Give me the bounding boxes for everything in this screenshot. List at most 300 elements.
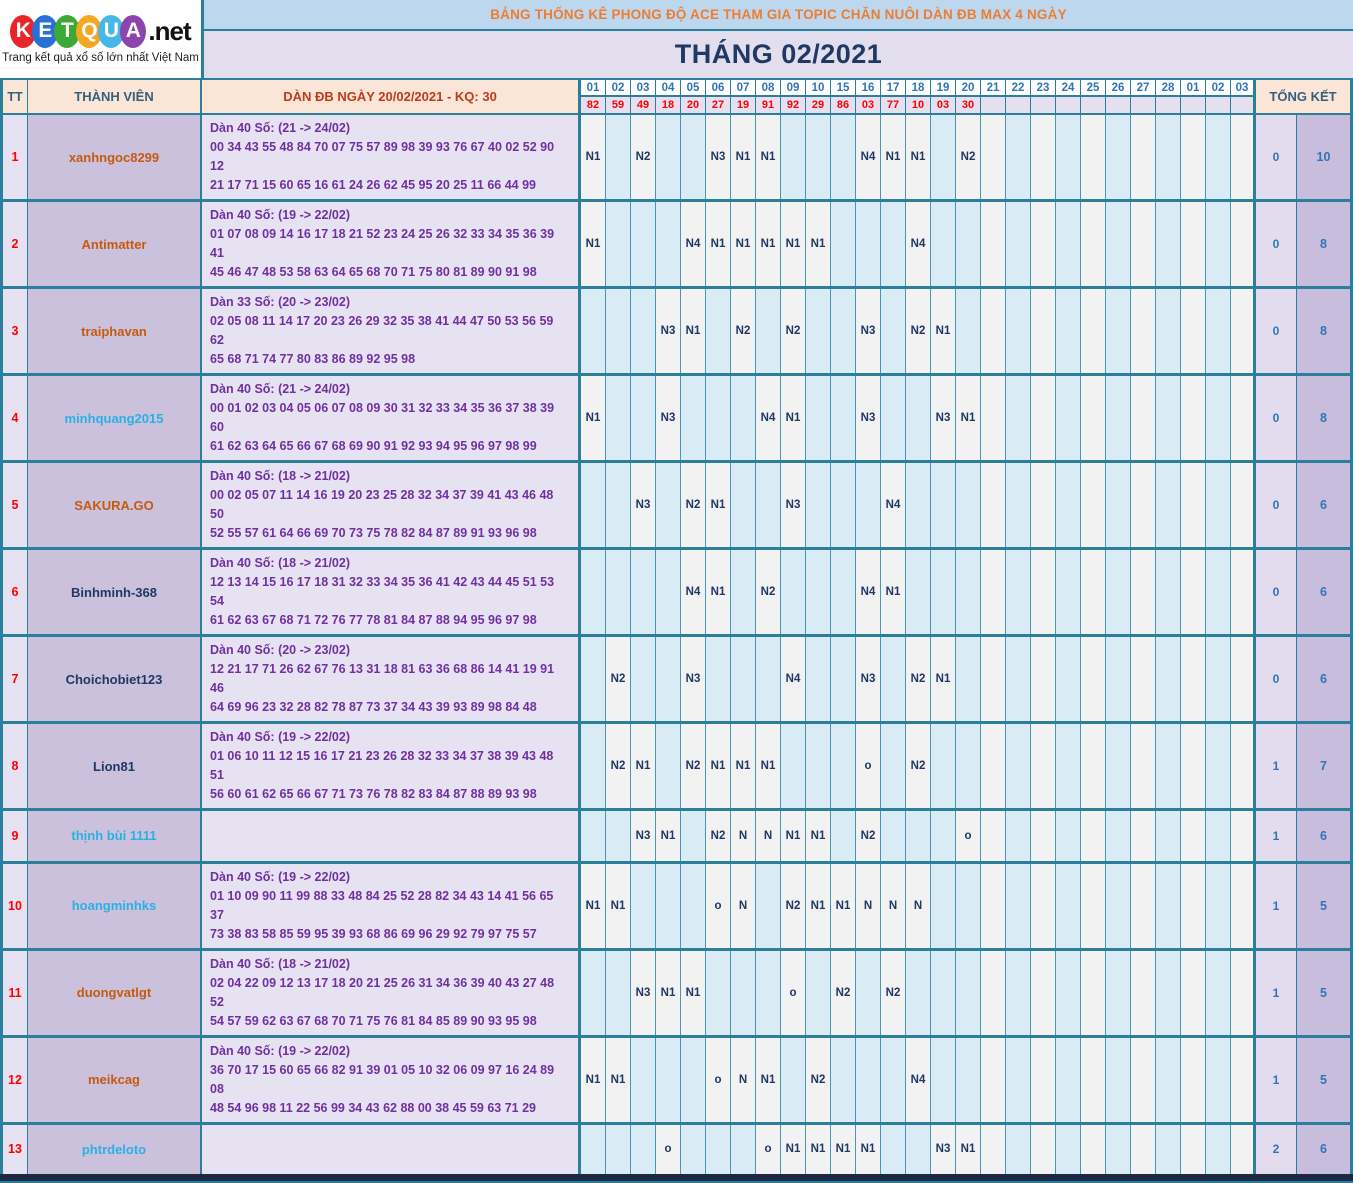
member-name[interactable]: minhquang2015 — [28, 376, 202, 460]
day-cell — [1156, 864, 1181, 948]
day-label: 16 — [856, 80, 880, 97]
member-row — [0, 864, 1353, 951]
logo-letter-t: T — [54, 15, 80, 48]
day-cell: N1 — [806, 202, 831, 286]
kq-result: 82 — [581, 97, 605, 113]
day-cell — [1056, 463, 1081, 547]
day-cell — [831, 463, 856, 547]
day-cell — [1156, 637, 1181, 721]
day-cell: N1 — [906, 115, 931, 199]
day-cells — [581, 637, 1256, 721]
day-cell: N1 — [731, 115, 756, 199]
member-row — [0, 289, 1353, 376]
day-cell — [981, 724, 1006, 808]
total-miss: 1 — [1256, 951, 1297, 1035]
day-cell: N4 — [781, 637, 806, 721]
day-cell — [831, 289, 856, 373]
day-cell — [981, 951, 1006, 1035]
kq-result: 27 — [706, 97, 730, 113]
day-cell — [1031, 376, 1056, 460]
day-cell — [731, 550, 756, 634]
day-cell — [1081, 115, 1106, 199]
total-miss: 0 — [1256, 550, 1297, 634]
day-cell: o — [956, 811, 981, 861]
day-cells — [581, 1038, 1256, 1122]
day-cell — [856, 951, 881, 1035]
kq-result — [1031, 97, 1055, 113]
day-cell — [1081, 637, 1106, 721]
day-header-col — [881, 80, 906, 113]
day-cell — [1181, 811, 1206, 861]
row-number: 11 — [0, 951, 28, 1035]
member-row — [0, 1125, 1353, 1175]
member-name[interactable]: Binhminh-368 — [28, 550, 202, 634]
day-cells — [581, 115, 1256, 199]
dan-title: Dàn 40 Số: (19 -> 22/02) — [210, 730, 350, 744]
month-title: THÁNG 02/2021 — [204, 31, 1353, 78]
member-name[interactable]: SAKURA.GO — [28, 463, 202, 547]
dan-cell — [202, 637, 581, 721]
total-miss: 0 — [1256, 463, 1297, 547]
day-cell: N2 — [731, 289, 756, 373]
day-cell — [856, 463, 881, 547]
day-header-col — [1106, 80, 1131, 113]
day-label: 21 — [981, 80, 1005, 97]
dan-title: Dàn 40 Số: (21 -> 24/02) — [210, 121, 350, 135]
day-cell — [1006, 550, 1031, 634]
kq-result: 91 — [756, 97, 780, 113]
dan-numbers-line: 02 05 08 11 14 17 20 23 26 29 32 35 38 41 44 47 50 53 56 59 62 — [210, 314, 554, 347]
total-miss: 1 — [1256, 864, 1297, 948]
day-cell: N — [731, 864, 756, 948]
day-cell — [781, 724, 806, 808]
kq-result — [1156, 97, 1180, 113]
day-cell — [981, 811, 1006, 861]
day-cell — [806, 289, 831, 373]
day-cell: N1 — [881, 115, 906, 199]
member-row — [0, 724, 1353, 811]
day-cell: N4 — [681, 550, 706, 634]
day-cell — [881, 1038, 906, 1122]
member-row — [0, 637, 1353, 724]
day-cell — [1081, 289, 1106, 373]
day-cell — [981, 1125, 1006, 1175]
day-cell — [1056, 115, 1081, 199]
kq-result — [1231, 97, 1253, 113]
day-cell — [1031, 202, 1056, 286]
day-cell — [1181, 115, 1206, 199]
day-cell: N1 — [781, 376, 806, 460]
day-cell: N2 — [906, 637, 931, 721]
kq-result: 20 — [681, 97, 705, 113]
day-cell — [681, 1125, 706, 1175]
day-header-col — [806, 80, 831, 113]
day-cell — [981, 550, 1006, 634]
day-cell — [931, 1038, 956, 1122]
day-cell — [631, 289, 656, 373]
day-cell — [1056, 1038, 1081, 1122]
day-label: 20 — [956, 80, 980, 97]
day-cell: N2 — [906, 724, 931, 808]
day-cell — [881, 376, 906, 460]
day-cell — [956, 550, 981, 634]
day-cell: o — [706, 864, 731, 948]
member-row — [0, 202, 1353, 289]
dan-numbers-line: 12 13 14 15 16 17 18 31 32 33 34 35 36 41 42 43 44 45 51 53 54 — [210, 575, 555, 608]
day-cell — [756, 951, 781, 1035]
day-cell — [1106, 376, 1131, 460]
day-cell — [1031, 115, 1056, 199]
day-cell — [956, 951, 981, 1035]
day-cell — [1106, 202, 1131, 286]
member-name[interactable]: Lion81 — [28, 724, 202, 808]
day-cell — [831, 550, 856, 634]
day-cell: N — [731, 811, 756, 861]
dan-cell — [202, 115, 581, 199]
day-cell — [831, 1038, 856, 1122]
day-cell — [1081, 202, 1106, 286]
day-label: 18 — [906, 80, 930, 97]
dan-title: Dàn 40 Số: (18 -> 21/02) — [210, 956, 350, 971]
day-cell — [1206, 1125, 1231, 1175]
day-header-col — [681, 80, 706, 113]
kq-result: 59 — [606, 97, 630, 113]
dan-numbers-line: 52 55 57 61 64 66 69 70 73 75 78 82 84 87 89 91 93 96 98 — [210, 526, 537, 540]
member-name[interactable]: Choichobiet123 — [28, 637, 202, 721]
dan-numbers-line: 54 57 59 62 63 67 68 70 71 75 76 81 84 85 89 90 93 95 98 — [210, 1013, 537, 1028]
day-cell — [956, 463, 981, 547]
day-cell — [606, 550, 631, 634]
dan-title: Dàn 40 Số: (18 -> 21/02) — [210, 469, 350, 483]
day-label: 24 — [1056, 80, 1080, 97]
total-miss: 0 — [1256, 202, 1297, 286]
day-cell — [631, 376, 656, 460]
day-cell — [756, 463, 781, 547]
logo-letter-k: K — [10, 15, 36, 48]
day-cell: N3 — [631, 463, 656, 547]
day-cell: N1 — [581, 202, 606, 286]
day-cell — [881, 811, 906, 861]
day-cell — [706, 1125, 731, 1175]
day-cell — [806, 637, 831, 721]
day-label: 10 — [806, 80, 830, 97]
table-header-row — [0, 80, 1353, 115]
row-number: 4 — [0, 376, 28, 460]
day-cell: N4 — [881, 463, 906, 547]
day-label: 03 — [1231, 80, 1253, 97]
day-cell: N1 — [681, 951, 706, 1035]
site-logo[interactable] — [0, 0, 204, 78]
kq-result — [1206, 97, 1230, 113]
day-cell — [706, 637, 731, 721]
member-name[interactable]: traiphavan — [28, 289, 202, 373]
day-label: 02 — [1206, 80, 1230, 97]
day-cell: N2 — [881, 951, 906, 1035]
day-cell: N1 — [756, 724, 781, 808]
day-label: 08 — [756, 80, 780, 97]
day-cell: N1 — [731, 724, 756, 808]
member-name[interactable]: phtrdeloto — [28, 1125, 202, 1175]
day-cell: N — [756, 811, 781, 861]
day-cell — [1206, 376, 1231, 460]
day-cell: N2 — [856, 811, 881, 861]
day-cell: o — [856, 724, 881, 808]
day-cell — [656, 550, 681, 634]
day-cell — [731, 951, 756, 1035]
day-cell: N1 — [656, 811, 681, 861]
day-header-col — [856, 80, 881, 113]
day-cell — [1106, 289, 1131, 373]
row-number: 12 — [0, 1038, 28, 1122]
logo-letter-q: Q — [76, 15, 102, 48]
day-cell — [1231, 202, 1256, 286]
total-score: 10 — [1297, 115, 1353, 199]
total-miss: 0 — [1256, 637, 1297, 721]
day-cell: N1 — [706, 463, 731, 547]
day-header-col — [931, 80, 956, 113]
day-cell: o — [706, 1038, 731, 1122]
day-label: 03 — [631, 80, 655, 97]
total-score: 6 — [1297, 1125, 1353, 1175]
day-cell — [1006, 724, 1031, 808]
day-cell — [606, 463, 631, 547]
day-cell: N2 — [606, 637, 631, 721]
member-name[interactable]: thịnh bùi 1111 — [28, 811, 202, 861]
day-cell — [581, 1125, 606, 1175]
dan-numbers-line: 00 02 05 07 11 14 16 19 20 23 25 28 32 34 37 39 41 43 46 48 50 — [210, 488, 554, 521]
day-cell — [806, 376, 831, 460]
day-cell — [1206, 864, 1231, 948]
kq-result: 29 — [806, 97, 830, 113]
member-name[interactable]: hoangminhks — [28, 864, 202, 948]
day-header-col — [1181, 80, 1206, 113]
day-cells — [581, 376, 1256, 460]
day-cell: N1 — [581, 1038, 606, 1122]
dan-numbers-line: 12 21 17 71 26 62 67 76 13 31 18 81 63 36 68 86 14 41 19 91 46 — [210, 662, 555, 695]
day-header-col — [656, 80, 681, 113]
day-cell — [981, 115, 1006, 199]
day-cell: N1 — [831, 864, 856, 948]
day-cell — [606, 951, 631, 1035]
day-cell — [881, 289, 906, 373]
day-cell — [1231, 864, 1256, 948]
day-cell — [631, 1038, 656, 1122]
day-label: 07 — [731, 80, 755, 97]
kq-result: 92 — [781, 97, 805, 113]
dan-title: Dàn 33 Số: (20 -> 23/02) — [210, 295, 350, 309]
day-cell: N1 — [856, 1125, 881, 1175]
day-cell — [1031, 463, 1056, 547]
day-cell — [606, 1125, 631, 1175]
day-header-col — [606, 80, 631, 113]
day-cell: N2 — [681, 463, 706, 547]
dan-title: Dàn 40 Số: (19 -> 22/02) — [210, 869, 350, 884]
day-cell — [1031, 289, 1056, 373]
day-cell — [1106, 811, 1131, 861]
day-cell — [1181, 724, 1206, 808]
day-cell — [1006, 951, 1031, 1035]
day-label: 01 — [1181, 80, 1205, 97]
dan-numbers-line: 56 60 61 62 65 66 67 71 73 76 78 82 83 84 87 88 89 93 98 — [210, 787, 537, 801]
total-score: 7 — [1297, 724, 1353, 808]
day-cell — [1106, 864, 1131, 948]
column-header-dan: DÀN ĐB NGÀY 20/02/2021 - KQ: 30 — [202, 80, 581, 113]
day-cell: N1 — [806, 1125, 831, 1175]
day-cell — [781, 1038, 806, 1122]
day-cell: N1 — [756, 115, 781, 199]
day-cell — [1231, 550, 1256, 634]
dan-numbers-line: 01 10 09 90 11 99 88 33 48 84 25 52 28 82 34 43 14 41 56 65 37 — [210, 888, 554, 922]
kq-result: 03 — [856, 97, 880, 113]
dan-cell — [202, 1038, 581, 1122]
day-cell — [756, 637, 781, 721]
day-cell — [1231, 463, 1256, 547]
day-cell — [656, 1038, 681, 1122]
page-header — [0, 0, 1353, 80]
day-cell — [1231, 637, 1256, 721]
day-cell — [981, 463, 1006, 547]
day-cells — [581, 951, 1256, 1035]
kq-result: 19 — [731, 97, 755, 113]
day-cell — [781, 115, 806, 199]
day-cell — [681, 864, 706, 948]
day-label: 02 — [606, 80, 630, 97]
day-cell — [906, 1125, 931, 1175]
total-score: 8 — [1297, 376, 1353, 460]
day-cell — [831, 724, 856, 808]
member-name[interactable]: meikcag — [28, 1038, 202, 1122]
day-cell: N1 — [581, 376, 606, 460]
day-header-col — [706, 80, 731, 113]
day-cell — [831, 376, 856, 460]
day-cell — [1156, 550, 1181, 634]
day-cell — [1231, 289, 1256, 373]
day-cell — [581, 724, 606, 808]
day-cell — [1006, 1125, 1031, 1175]
day-header-col — [1081, 80, 1106, 113]
day-cell — [1181, 289, 1206, 373]
row-number: 8 — [0, 724, 28, 808]
day-cell — [1056, 376, 1081, 460]
kq-result — [1106, 97, 1130, 113]
day-cell: N4 — [856, 550, 881, 634]
day-cell — [1181, 1125, 1206, 1175]
day-cell — [731, 1125, 756, 1175]
day-label: 06 — [706, 80, 730, 97]
dan-cell — [202, 463, 581, 547]
total-score: 5 — [1297, 951, 1353, 1035]
day-cell — [1231, 811, 1256, 861]
day-label: 04 — [656, 80, 680, 97]
topic-title: BẢNG THỐNG KÊ PHONG ĐỘ ACE THAM GIA TOPIC CHĂN NUÔI DÀN ĐB MAX 4 NGÀY — [204, 0, 1353, 31]
day-cell — [1081, 463, 1106, 547]
day-cell — [1056, 1125, 1081, 1175]
day-cell: N1 — [756, 1038, 781, 1122]
member-row — [0, 115, 1353, 202]
member-row — [0, 463, 1353, 550]
day-label: 27 — [1131, 80, 1155, 97]
logo-letter-e: E — [32, 15, 58, 48]
total-score: 5 — [1297, 1038, 1353, 1122]
day-cell — [1131, 550, 1156, 634]
day-cell: N2 — [681, 724, 706, 808]
dan-cell — [202, 1125, 581, 1175]
day-cell — [1231, 951, 1256, 1035]
day-cell — [956, 864, 981, 948]
day-cell — [731, 376, 756, 460]
day-cell — [631, 550, 656, 634]
day-cell — [1131, 289, 1156, 373]
day-cell — [881, 724, 906, 808]
day-cell — [581, 550, 606, 634]
day-cell: N1 — [756, 202, 781, 286]
day-cell: N3 — [856, 289, 881, 373]
dan-numbers-line: 02 04 22 09 12 13 17 18 20 21 25 26 31 34 36 39 40 43 27 48 52 — [210, 975, 555, 1009]
day-cell: N1 — [606, 864, 631, 948]
day-cell — [606, 115, 631, 199]
row-number: 5 — [0, 463, 28, 547]
day-cell: N3 — [706, 115, 731, 199]
day-header-col — [906, 80, 931, 113]
logo-letter-a: A — [120, 15, 146, 48]
member-name[interactable]: Antimatter — [28, 202, 202, 286]
day-cell: N1 — [631, 724, 656, 808]
day-cell: o — [781, 951, 806, 1035]
member-name[interactable]: duongvatlgt — [28, 951, 202, 1035]
day-cell — [956, 1038, 981, 1122]
row-number: 10 — [0, 864, 28, 948]
day-cells — [581, 724, 1256, 808]
day-cell: N1 — [806, 864, 831, 948]
day-cell — [1131, 864, 1156, 948]
dan-cell — [202, 951, 581, 1035]
logo-tagline: Trang kết quả xổ số lớn nhất Việt Nam — [2, 51, 199, 64]
day-cells — [581, 864, 1256, 948]
day-cell — [806, 724, 831, 808]
day-cell — [1056, 811, 1081, 861]
day-cell — [1206, 550, 1231, 634]
member-name[interactable]: xanhngoc8299 — [28, 115, 202, 199]
day-cell — [1181, 376, 1206, 460]
day-cell: N1 — [831, 1125, 856, 1175]
day-label: 05 — [681, 80, 705, 97]
day-cell: N — [906, 864, 931, 948]
rows-container — [0, 115, 1353, 1174]
day-cell — [656, 463, 681, 547]
day-cell — [856, 1038, 881, 1122]
day-header-col — [1131, 80, 1156, 113]
day-cell: N — [881, 864, 906, 948]
day-cell: N4 — [681, 202, 706, 286]
day-label: 01 — [581, 80, 605, 97]
dan-numbers-line: 64 69 96 23 32 28 82 78 87 73 37 34 43 39 93 89 98 84 48 — [210, 700, 537, 714]
day-cell — [581, 951, 606, 1035]
day-label: 25 — [1081, 80, 1105, 97]
day-cell — [906, 951, 931, 1035]
day-cell — [1181, 637, 1206, 721]
day-cell — [1031, 724, 1056, 808]
member-row — [0, 1038, 1353, 1125]
day-cell: N1 — [781, 202, 806, 286]
day-cell — [581, 463, 606, 547]
bottom-bar — [0, 1174, 1353, 1181]
day-cell — [1031, 1125, 1056, 1175]
day-cell — [1181, 202, 1206, 286]
day-cell — [1131, 637, 1156, 721]
day-cell — [631, 202, 656, 286]
total-miss: 0 — [1256, 376, 1297, 460]
kq-result — [1006, 97, 1030, 113]
